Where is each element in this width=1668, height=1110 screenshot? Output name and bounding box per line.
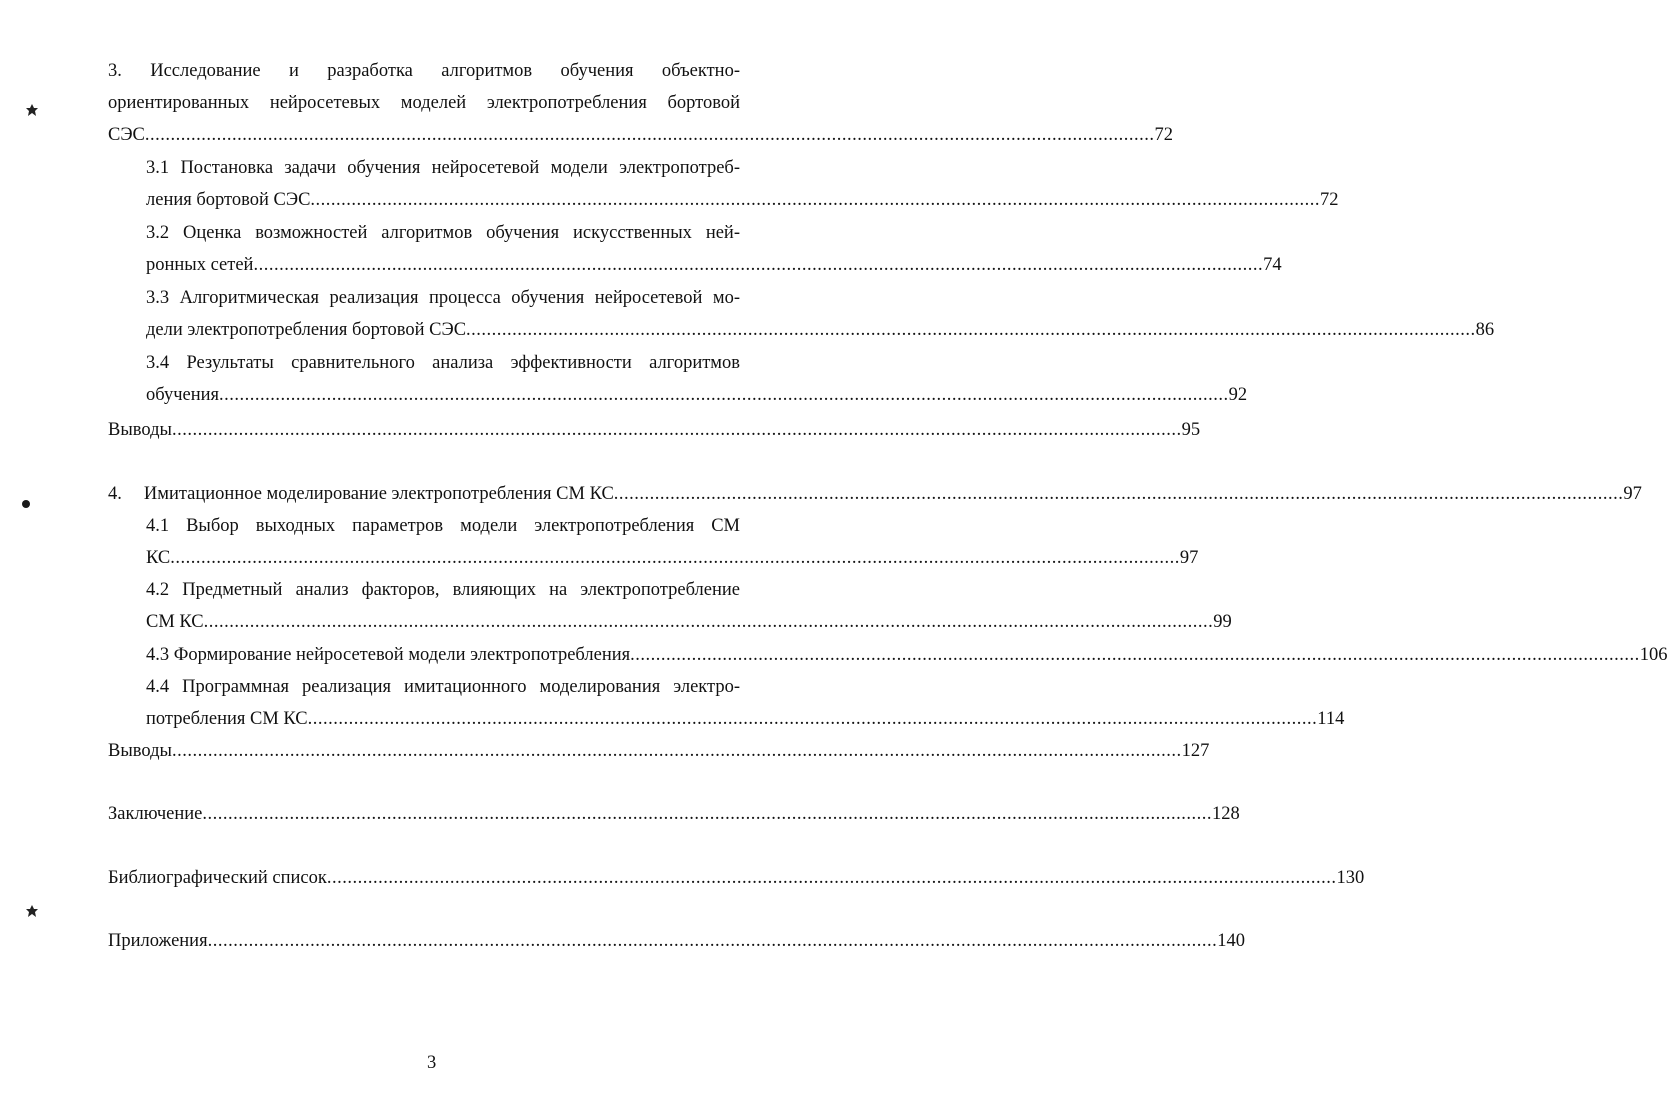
toc-conclusion[interactable] — [108, 803, 1240, 825]
toc-s33-page: 86 — [1475, 320, 1495, 340]
toc-ch3-title-line3: СЭС — [108, 125, 145, 145]
leader-dots: ..................................................................................................................................................................................................... — [202, 804, 1212, 824]
toc-s31-line1: 3.1 Постановка задачи обучения нейросетевой модели электропотреб- — [146, 158, 740, 178]
toc-conclusion-page: 128 — [1211, 804, 1240, 824]
toc-s34-page: 92 — [1228, 385, 1248, 405]
toc-ch4-num: 4. — [108, 484, 122, 504]
toc-ch4-title-text: Имитационное моделирование электропотребления СМ КС — [143, 484, 614, 504]
toc-s44-page: 114 — [1317, 709, 1345, 729]
leader-dots: ..................................................................................................................................................................................................... — [613, 484, 1624, 504]
toc-s34-line1: 3.4 Результаты сравнительного анализа эффективности алгоритмов — [146, 353, 740, 373]
toc-s44-line1: 4.4 Программная реализация имитационного моделирования электро- — [146, 677, 740, 697]
toc-s31-leader-line[interactable] — [146, 189, 1339, 211]
toc-s33-line2: дели электропотребления бортовой СЭС — [146, 320, 467, 340]
leader-dots: ..................................................................................................................................................................................................... — [219, 385, 1229, 405]
leader-dots: ..................................................................................................................................................................................................... — [466, 320, 1476, 340]
leader-dots: ..................................................................................................................................................................................................... — [310, 190, 1321, 210]
leader-dots: ..................................................................................................................................................................................................... — [171, 741, 1182, 761]
toc-s31-page: 72 — [1320, 190, 1339, 210]
margin-mark-icon — [25, 103, 39, 117]
toc-ch3-leader-line[interactable] — [108, 124, 1174, 146]
margin-mark-icon — [25, 904, 39, 918]
toc-s43-label: 4.3 Формирование нейросетевой модели электропотребления — [146, 645, 631, 665]
toc-s32-page: 74 — [1263, 255, 1282, 275]
leader-dots: ..................................................................................................................................................................................................... — [144, 125, 1155, 145]
leader-dots: ..................................................................................................................................................................................................... — [253, 255, 1264, 275]
toc-s34-line2: обучения — [146, 385, 220, 405]
toc-ch3-page: 72 — [1154, 125, 1174, 145]
toc-s44-leader-line[interactable] — [146, 708, 1345, 730]
toc-ch3-title-line1: 3. Исследование и разработка алгоритмов обучения объектно- — [108, 61, 740, 81]
toc-s42-leader-line[interactable] — [146, 611, 1232, 633]
toc-s43[interactable] — [146, 644, 1668, 666]
toc-s44-line2: потребления СМ КС — [146, 709, 308, 729]
toc-ch4-conclusions[interactable] — [108, 740, 1210, 762]
toc-s32-line1: 3.2 Оценка возможностей алгоритмов обучения искусственных ней- — [146, 223, 740, 243]
leader-dots: ..................................................................................................................................................................................................... — [171, 420, 1182, 440]
toc-ch3-conclusions-label: Выводы — [108, 420, 172, 440]
toc-s42-line2: СМ КС — [146, 612, 204, 632]
toc-ch3-title-line2: ориентированных нейросетевых моделей электропотребления бортовой — [108, 93, 740, 113]
margin-mark-icon — [22, 500, 30, 508]
toc-appendices[interactable] — [108, 930, 1245, 952]
toc-s31-line2: ления бортовой СЭС — [146, 190, 311, 210]
toc-ch4-page: 97 — [1623, 484, 1642, 504]
toc-ch4-conclusions-label: Выводы — [108, 741, 172, 761]
toc-ch3-conclusions-page: 95 — [1181, 420, 1201, 440]
toc-appendices-page: 140 — [1217, 931, 1245, 951]
toc-bibliography[interactable] — [108, 867, 1365, 889]
leader-dots: ..................................................................................................................................................................................................... — [630, 645, 1640, 665]
leader-dots: ..................................................................................................................................................................................................... — [307, 709, 1318, 729]
toc-s34-leader-line[interactable] — [146, 384, 1248, 406]
toc-s41-line1: 4.1 Выбор выходных параметров модели электропотребления СМ — [146, 516, 740, 536]
toc-appendices-label: Приложения — [108, 931, 208, 951]
leader-dots: ..................................................................................................................................................................................................... — [203, 612, 1214, 632]
toc-s32-line2: ронных сетей — [146, 255, 254, 275]
toc-s41-leader-line[interactable] — [146, 547, 1199, 569]
toc-ch4-title[interactable] — [108, 483, 1642, 505]
toc-s43-page: 106 — [1639, 645, 1668, 665]
toc-s32-leader-line[interactable] — [146, 254, 1282, 276]
leader-dots: ..................................................................................................................................................................................................... — [326, 868, 1337, 888]
toc-conclusion-label: Заключение — [108, 804, 203, 824]
page-number: 3 — [427, 1053, 437, 1073]
toc-s42-page: 99 — [1213, 612, 1232, 632]
toc-bibliography-label: Библиографический список — [108, 868, 327, 888]
toc-s42-line1: 4.2 Предметный анализ факторов, влияющих на электропотребление — [146, 580, 740, 600]
toc-s33-line1: 3.3 Алгоритмическая реализация процесса обучения нейросетевой мо- — [146, 288, 740, 308]
toc-ch4-conclusions-page: 127 — [1181, 741, 1210, 761]
toc-bibliography-page: 130 — [1336, 868, 1365, 888]
toc-s33-leader-line[interactable] — [146, 319, 1495, 341]
toc-s41-line2: КС — [146, 548, 171, 568]
toc-s41-page: 97 — [1179, 548, 1199, 568]
leader-dots: ..................................................................................................................................................................................................... — [207, 931, 1218, 951]
toc-ch3-conclusions[interactable] — [108, 419, 1201, 441]
leader-dots: ..................................................................................................................................................................................................... — [170, 548, 1180, 568]
